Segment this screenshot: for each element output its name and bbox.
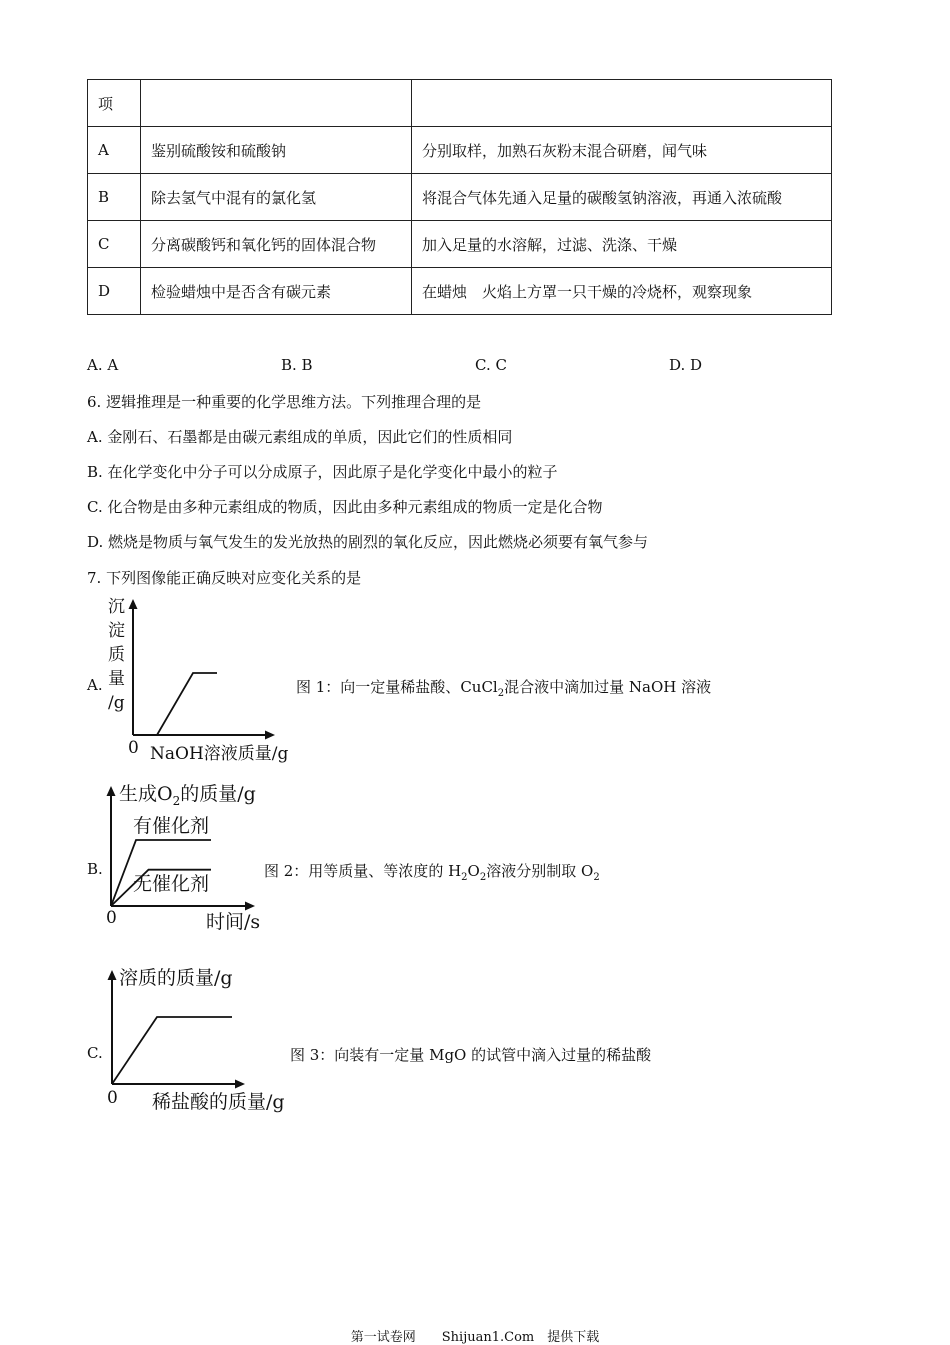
table-cell: B xyxy=(88,174,141,221)
chart-a-ylabel-line: 质 xyxy=(108,645,125,665)
table-cell: 在蜡烛 火焰上方罩一只干燥的冷烧杯，观察现象 xyxy=(412,268,832,315)
chart-b xyxy=(100,778,275,936)
caption-subscript: 2 xyxy=(461,872,468,883)
q5-option-b[interactable]: B. B xyxy=(281,356,313,374)
chart-c xyxy=(100,962,300,1117)
chart-b-xlabel: 时间/s xyxy=(206,911,261,933)
chart-a-series-line xyxy=(133,673,217,735)
table-row xyxy=(88,221,832,268)
table-cell: 鉴别硫酸铵和硫酸钠 xyxy=(141,127,412,174)
q7-option-a-label[interactable]: A. xyxy=(87,676,103,694)
table-cell: 检验蜡烛中是否含有碳元素 xyxy=(141,268,412,315)
page-footer: 第一试卷网 Shijuan1.Com 提供下载 xyxy=(350,1330,600,1345)
ylabel-text: 生成O xyxy=(119,783,173,805)
q5-options xyxy=(87,356,847,376)
chart-a xyxy=(100,595,305,770)
table-cell: 加入足量的水溶解，过滤、洗涤、干燥 xyxy=(412,221,832,268)
chart-c-ylabel: 溶质的质量/g xyxy=(119,967,233,989)
chart-a-x-arrow xyxy=(265,731,275,740)
q6-option-d[interactable]: D. 燃烧是物质与氧气发生的发光放热的剧烈的氧化反应，因此燃烧必须要有氧气参与 xyxy=(87,533,649,551)
chart-b-origin: 0 xyxy=(106,908,117,928)
caption-subscript: 2 xyxy=(593,872,600,883)
table-row xyxy=(88,127,832,174)
chart-a-ylabel-line: 量 xyxy=(108,669,125,689)
table-cell: 分别取样，加熟石灰粉末混合研磨，闻气味 xyxy=(412,127,832,174)
q6-option-c[interactable]: C. 化合物是由多种元素组成的物质，因此由多种元素组成的物质一定是化合物 xyxy=(87,498,603,516)
q6-stem: 6. 逻辑推理是一种重要的化学思维方法。下列推理合理的是 xyxy=(87,393,482,411)
table-cell: A xyxy=(88,127,141,174)
q5-option-c[interactable]: C. C xyxy=(475,356,507,374)
chart-b-x-arrow xyxy=(245,902,255,911)
table-row xyxy=(88,80,832,127)
chart-c-origin: 0 xyxy=(107,1088,118,1108)
q5-option-a[interactable]: A. A xyxy=(87,356,119,374)
q6-option-a[interactable]: A. 金刚石、石墨都是由碳元素组成的单质，因此它们的性质相同 xyxy=(87,428,513,446)
caption-subscript: 2 xyxy=(497,688,505,699)
q7-option-c-label[interactable]: C. xyxy=(87,1044,103,1062)
chart-b-annotation-no-catalyst: 无催化剂 xyxy=(133,873,210,895)
caption-text: 混合液中滴加过量 NaOH 溶液 xyxy=(504,678,712,696)
ylabel-subscript: 2 xyxy=(172,794,181,808)
table-cell: 除去氢气中混有的氯化氢 xyxy=(141,174,412,221)
chart-c-series-line xyxy=(112,1017,232,1084)
table-row xyxy=(88,174,832,221)
chart-a-y-arrow xyxy=(129,599,138,609)
chart-c-xlabel: 稀盐酸的质量/g xyxy=(152,1091,285,1113)
chart-b-ylabel xyxy=(119,783,256,808)
caption-text: O xyxy=(467,862,480,880)
chart-b-y-arrow xyxy=(107,786,116,796)
table-cell xyxy=(141,80,412,127)
ylabel-text: 的质量/g xyxy=(180,783,256,805)
q7-option-a-caption xyxy=(296,676,711,699)
caption-text: 图 2：用等质量、等浓度的 H xyxy=(264,862,462,880)
q7-stem: 7. 下列图像能正确反映对应变化关系的是 xyxy=(87,569,362,587)
chart-a-xlabel: NaOH溶液质量/g xyxy=(150,744,289,764)
q6-option-b[interactable]: B. 在化学变化中分子可以分成原子，因此原子是化学变化中最小的粒子 xyxy=(87,463,558,481)
q7-option-b-caption xyxy=(264,860,600,883)
table-cell xyxy=(412,80,832,127)
chart-a-ylabel-line: 淀 xyxy=(108,621,125,641)
chart-b-annotation-catalyst: 有催化剂 xyxy=(133,815,210,837)
chart-a-ylabel-line: /g xyxy=(108,693,125,713)
q7-option-c-caption: 图 3：向装有一定量 MgO 的试管中滴入过量的稀盐酸 xyxy=(290,1046,652,1064)
table-cell: D xyxy=(88,268,141,315)
chart-c-x-arrow xyxy=(235,1080,245,1089)
table-cell: C xyxy=(88,221,141,268)
table-row xyxy=(88,268,832,315)
chart-a-ylabel-line: 沉 xyxy=(108,597,125,617)
table-cell: 将混合气体先通入足量的碳酸氢钠溶液，再通入浓硫酸 xyxy=(412,174,832,221)
chart-a-origin: 0 xyxy=(128,738,139,758)
q5-option-d[interactable]: D. D xyxy=(669,356,703,374)
table-cell: 项 xyxy=(88,80,141,127)
table-cell: 分离碳酸钙和氧化钙的固体混合物 xyxy=(141,221,412,268)
chart-c-y-arrow xyxy=(108,970,117,980)
q5-table xyxy=(87,79,832,315)
caption-text: 图 1：向一定量稀盐酸、CuCl xyxy=(296,678,498,696)
q7-option-b-label[interactable]: B. xyxy=(87,860,103,878)
caption-text: 溶液分别制取 O xyxy=(486,862,594,880)
caption-subscript: 2 xyxy=(479,872,487,883)
